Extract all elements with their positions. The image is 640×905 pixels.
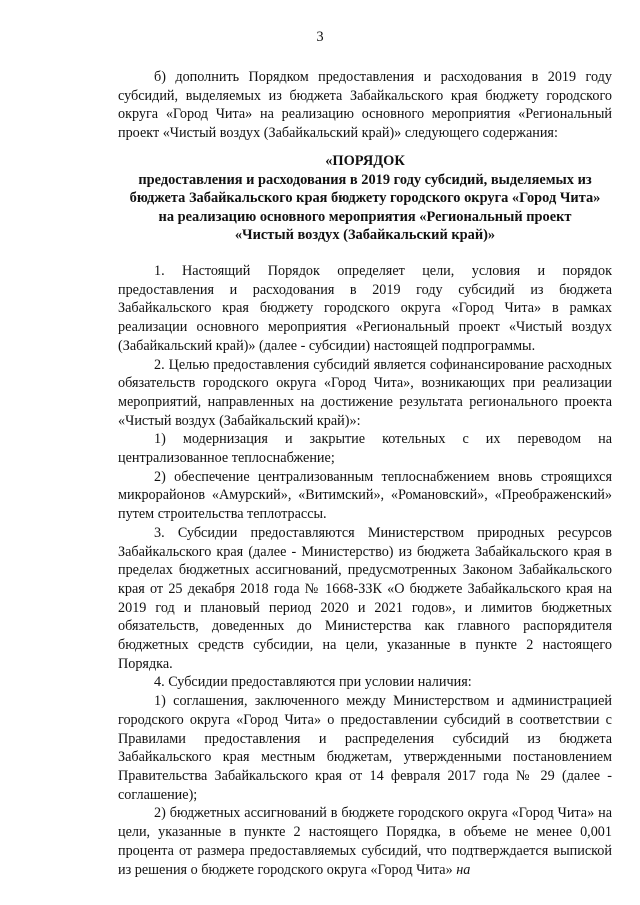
paragraph-4-item-1: 1) соглашения, заключенного между Министерством и администрацией городского округа «Город Чита» о предоставлении субсидий в соответствии с Правилами предоставления и распределения субсидий из бюджета Забайкальского края местным бюджетам, утвержденными постановлением Правительства Забайкальского края от 14 февраля 2017 года № 29 (далее - соглашение); [118,693,612,803]
intro-paragraph: б) дополнить Порядком предоставления и расходования в 2019 году субсидий, выделяемых из бюджета Забайкальского края бюджету городского округа «Город Чита» на реализацию основного мероприятия «Региональный проект «Чистый воздух (Забайкальский край)» следующего содержания: [118,69,612,142]
section-title [118,152,612,245]
paragraph-2-item-1: 1) модернизация и закрытие котельных с их переводом на централизованное теплоснабжение; [118,431,612,467]
paragraph-4-item-2-text: 2) бюджетных ассигнований в бюджете городского округа «Город Чита» на цели, указанные в пункте 2 настоящего Порядка, в объеме не менее 0,001 процента от размера предоставляемых субсидий, что подтверждается выпиской из решения о бюджете городского округа «Город Чита» [118,805,612,878]
paragraph-4: 4. Субсидии предоставляются при условии наличия: [154,674,472,691]
title-line-2: предоставления и расходования в 2019 году субсидий, выделяемых из [138,171,592,188]
title-line-4: на реализацию основного мероприятия «Региональный проект [158,208,572,225]
paragraph-3: 3. Субсидии предоставляются Министерством природных ресурсов Забайкальского края (далее - Министерство) из бюджета Забайкальского края в пределах бюджетных ассигнований, предусмотренных Законом Забайкальского края от 25 декабря 2018 года № 1668-ЗЗК «О бюджете Забайкальского края на 2019 год и плановый период 2020 и 2021 годов», и лимитов бюджетных обязательств, доведенных до Министерства как главного распорядителя бюджетных средств субсидии, на цели, указанные в пункте 2 настоящего Порядка. [118,524,612,672]
title-line-5: «Чистый воздух (Забайкальский край)» [234,227,496,244]
paragraph-2: 2. Целью предоставления субсидий является софинансирование расходных обязательств городского округа «Город Чита», возникающих при реализации мероприятий, направленных на достижение результата регионального проекта «Чистый воздух (Забайкальский край)»: [118,356,612,429]
title-line-1: «ПОРЯДОК [325,153,405,169]
intro-block [118,68,612,143]
paragraph-4-item-2 [118,804,612,879]
paragraph-1: 1. Настоящий Порядок определяет цели, условия и порядок предоставления и расходования в 2019 году субсидий из бюджета Забайкальского края бюджету городского округа «Город Чита» в рамках реализации основного мероприятия «Региональный проект «Чистый воздух (Забайкальский край)» (далее - субсидии) настоящей подпрограммы. [118,263,612,354]
paragraph-4-item-2-tail: на [456,861,471,878]
main-text [118,262,612,879]
title-line-3: бюджета Забайкальского края бюджету городского округа «Город Чита» [129,190,601,207]
paragraph-2-item-2: 2) обеспечение централизованным теплоснабжением вновь строящихся микрорайонов «Амурский», «Витимский», «Романовский», «Преображенский» путем строительства теплотрассы. [118,468,612,523]
page-number: 3 [316,29,324,45]
